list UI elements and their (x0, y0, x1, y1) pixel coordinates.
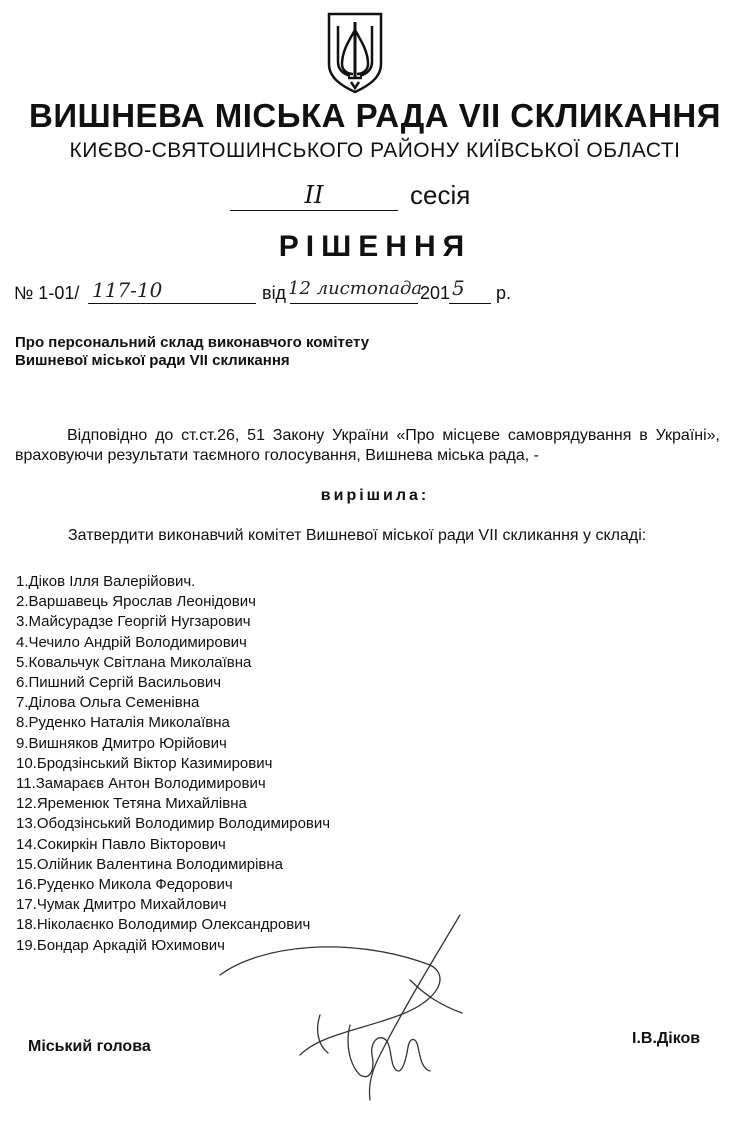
members-list (16, 572, 330, 956)
member-item: 16.Руденко Микола Федорович (16, 876, 233, 894)
session-number: II (304, 181, 324, 209)
member-item: 3.Майсурадзе Георгій Нугзарович (16, 613, 251, 631)
year-printed: 201 (420, 283, 451, 303)
member-item: 10.Бродзінський Віктор Казимирович (16, 754, 273, 772)
year-suffix: р. (496, 283, 512, 303)
member-item: 15.Олійник Валентина Володимирівна (16, 855, 284, 873)
number-underline (88, 303, 256, 304)
member-item: 18.Ніколаєнко Володимир Олександрович (16, 916, 311, 934)
session-label: сесія (410, 180, 471, 210)
date-underline (290, 303, 418, 304)
member-item: 2.Варшавець Ярослав Леонідович (16, 593, 256, 611)
decision-date: 12 листопада (288, 278, 423, 299)
decision-subject: Про персональний склад виконавчого комітету Вишневої міської ради VII скликання (15, 334, 370, 369)
council-name: ВИШНЕВА МІСЬКА РАДА VII СКЛИКАННЯ (29, 97, 721, 134)
year-underline (449, 303, 491, 304)
preamble: Відповідно до ст.ст.26, 51 Закону України «Про місцеве самоврядування в Україні», враховуючи результати таємного голосування, Вишнева міська рада, - (15, 427, 720, 464)
year-handwritten: 5 (452, 276, 465, 300)
member-item: 9.Вишняков Дмитро Юрійович (16, 734, 227, 752)
decision-number: 117-10 (92, 278, 163, 302)
mayor-title: Міський голова (28, 1038, 151, 1055)
member-item: 4.Чечило Андрій Володимирович (16, 633, 247, 651)
member-item: 11.Замараєв Антон Володимирович (16, 775, 266, 793)
member-item: 13.Ободзінський Володимир Володимирович (16, 815, 331, 833)
member-item: 6.Пишний Сергій Васильович (16, 674, 222, 692)
signature-icon (200, 905, 500, 1115)
session-underline (230, 210, 398, 211)
document-title: РІШЕННЯ (278, 230, 472, 263)
district-name: КИЄВО-СВЯТОШИНСЬКОГО РАЙОНУ КИЇВСЬКОЇ ОБЛАСТІ (69, 139, 681, 162)
decided-label: вирішила: (320, 487, 430, 504)
decision-number-prefix: № 1-01/ (14, 283, 80, 303)
member-item: 1.Діков Ілля Валерійович. (16, 573, 196, 590)
member-item: 8.Руденко Наталія Миколаївна (16, 714, 230, 732)
member-item: 12.Яременюк Тетяна Михайлівна (16, 795, 247, 813)
member-item: 5.Ковальчук Світлана Миколаївна (16, 653, 252, 671)
trident-emblem-icon (326, 12, 384, 94)
member-item: 14.Сокиркін Павло Вікторович (16, 835, 226, 853)
member-item: 17.Чумак Дмитро Михайлович (16, 896, 227, 914)
member-item: 7.Ділова Ольга Семенівна (16, 694, 200, 712)
mayor-name: І.В.Діков (632, 1030, 701, 1047)
date-prefix: від (262, 283, 287, 303)
member-item: 19.Бондар Аркадій Юхимович (16, 936, 225, 954)
approve-text: Затвердити виконавчий комітет Вишневої міської ради VII скликання у складі: (68, 527, 647, 544)
